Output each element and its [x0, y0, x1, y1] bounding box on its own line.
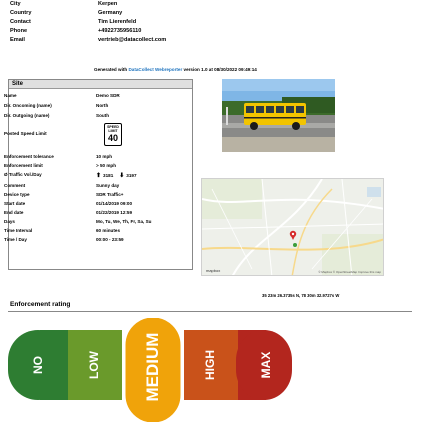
speed-limit-sign	[104, 123, 122, 146]
detail-label: Contact	[10, 19, 31, 25]
generated-brand: DataCollect Webreporter	[128, 67, 183, 72]
site-photo	[222, 79, 335, 152]
site-row-time-interval	[4, 228, 184, 233]
site-title: Site	[9, 80, 192, 89]
site-row-traffic-volume	[4, 172, 184, 179]
traffic-volume-up: 3181	[103, 173, 114, 178]
map-copyright[interactable]: © Mapbox © OpenStreetMap Improve this map	[318, 270, 381, 274]
speed-sign-caption: SPEED LIMIT	[107, 125, 119, 133]
site-value: 01/22/2019 12:59	[96, 210, 133, 215]
rating-label-medium: MEDIUM	[143, 332, 162, 402]
site-row-dir-oncoming	[4, 103, 184, 108]
site-value: Demo SDR	[96, 93, 120, 98]
site-label: Device type	[4, 192, 30, 197]
site-label: Posted Speed Limit	[4, 131, 47, 136]
site-row-days	[4, 219, 184, 224]
rating-title: Enforcement rating	[10, 301, 71, 308]
site-label: Days	[4, 219, 15, 224]
site-label: Ø Traffic Vol./Day	[4, 172, 42, 177]
site-row-speed-limit	[4, 131, 184, 136]
generated-suffix: version 1.0 at 08/30/2022 09:49:14	[182, 67, 257, 72]
site-label: Dir. Oncoming (name)	[4, 103, 52, 108]
site-value: Sunny day	[96, 183, 120, 188]
site-value: 00:00 - 23:59	[96, 237, 124, 242]
site-row-name	[4, 93, 184, 98]
site-label: Time Interval	[4, 228, 33, 233]
contact-details	[10, 0, 250, 45]
site-label: Enforcement limit	[4, 163, 43, 168]
detail-row-city	[10, 0, 250, 9]
speed-sign-value: 40	[107, 133, 118, 143]
site-label: Comment	[4, 183, 26, 188]
detail-label: City	[10, 1, 21, 7]
site-row-enforcement-limit	[4, 163, 184, 168]
generated-note	[94, 67, 257, 72]
rating-label-high: HIGH	[203, 350, 217, 380]
rating-label-low: LOW	[87, 351, 101, 379]
site-label: Time / Day	[4, 237, 27, 242]
site-coordinates: 35 23m 26.3735s N, 78 30m 32.9727s W	[262, 293, 340, 298]
site-value: South	[96, 113, 110, 118]
detail-row-country	[10, 9, 250, 18]
detail-row-contact	[10, 18, 250, 27]
site-label: Name	[4, 93, 17, 98]
site-value: Mo, Tu, We, Th, Fr, Sa, Su	[96, 219, 152, 224]
map-logo: mapbox	[206, 268, 221, 273]
site-map	[201, 178, 384, 276]
school-bus-photo	[222, 79, 335, 152]
site-value: 01/14/2019 09:00	[96, 201, 133, 206]
site-value: 10 mph	[96, 154, 113, 159]
site-value: > 50 mph	[96, 163, 117, 168]
generated-prefix: Generated with	[94, 67, 129, 72]
rating-label-no: NO	[31, 356, 45, 374]
site-label: Start date	[4, 201, 26, 206]
site-row-start-date	[4, 201, 184, 206]
site-value: SDR Traffic+	[96, 192, 124, 197]
site-label: End date	[4, 210, 24, 215]
rating-divider	[8, 311, 412, 312]
detail-row-email	[10, 36, 250, 45]
detail-label: Phone	[10, 28, 28, 34]
site-row-comment	[4, 183, 184, 188]
detail-row-phone	[10, 27, 250, 36]
arrow-up-icon: ⬆	[96, 173, 102, 179]
detail-label: Country	[10, 10, 32, 16]
traffic-volume-values	[96, 172, 184, 179]
detail-value: Tim Lierenfeld	[98, 19, 137, 25]
site-row-device-type	[4, 192, 184, 197]
traffic-volume-down: 3197	[126, 173, 137, 178]
site-row-dir-outgoing	[4, 113, 184, 118]
detail-value: Kerpen	[98, 1, 118, 7]
site-row-tolerance	[4, 154, 184, 159]
site-value: North	[96, 103, 109, 108]
site-row-end-date	[4, 210, 184, 215]
site-label: Enforcement tolerance	[4, 154, 54, 159]
rating-label-max: MAX	[259, 351, 273, 379]
detail-label: Email	[10, 37, 25, 43]
detail-value: +4922735956110	[98, 28, 142, 34]
site-label: Dir. Outgoing (name)	[4, 113, 50, 118]
detail-value: Germany	[98, 10, 123, 16]
map-tiles	[202, 179, 384, 276]
arrow-down-icon: ⬇	[119, 173, 125, 179]
site-value: 60 minutes	[96, 228, 120, 233]
site-row-time-per-day	[4, 237, 184, 242]
detail-value: vertrieb@datacollect.com	[98, 37, 167, 43]
